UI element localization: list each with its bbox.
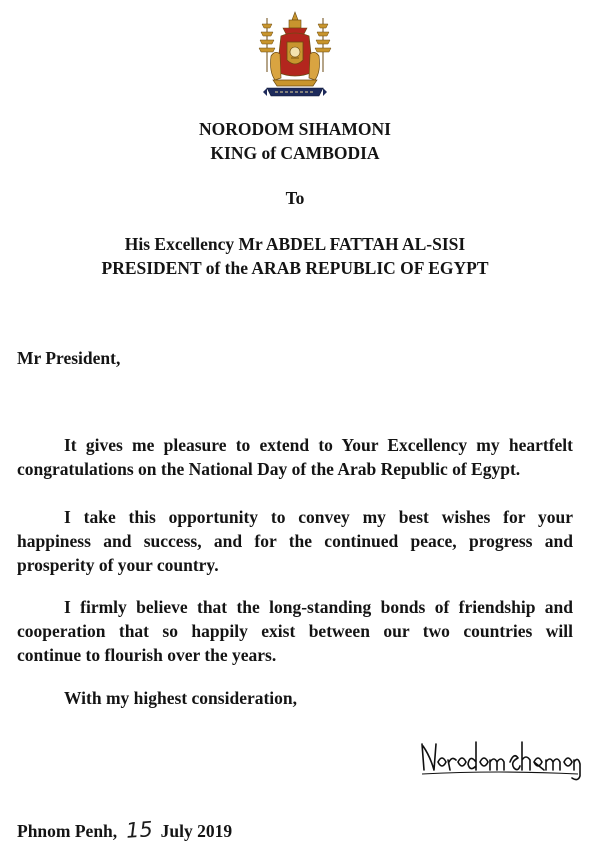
to-label: To	[285, 188, 305, 208]
date-day-handwritten: 15	[124, 817, 154, 843]
handwritten-signature-icon	[418, 736, 583, 784]
paragraph-line: congratulations on the National Day of the Arab Republic of Egypt.	[17, 459, 521, 479]
paragraph-1	[17, 433, 573, 481]
paragraph-line: continue to flourish over the years.	[17, 645, 277, 665]
date-month-year: July 2019	[160, 821, 233, 841]
paragraph-line: prosperity of your country.	[17, 555, 219, 575]
paragraph-line: I firmly believe that the long-standing bonds of friendship and	[64, 597, 573, 617]
paragraph-line: It gives me pleasure to extend to Your Excellency my heartfelt	[64, 435, 573, 455]
sender-name: NORODOM SIHAMONI	[198, 119, 391, 139]
paragraph-line: happiness and success, and for the continued peace, progress and	[17, 531, 573, 551]
closing: With my highest consideration,	[64, 688, 298, 708]
date-line	[17, 818, 232, 843]
salutation: Mr President,	[17, 348, 121, 368]
paragraph-2	[17, 505, 573, 577]
paragraph-3	[17, 595, 573, 667]
sender-title: KING of CAMBODIA	[210, 143, 380, 163]
paragraph-line: I take this opportunity to convey my best wishes for your	[64, 507, 573, 527]
addressee-name: His Excellency Mr ABDEL FATTAH AL-SISI	[124, 234, 466, 254]
date-place: Phnom Penh,	[17, 821, 118, 841]
addressee-title: PRESIDENT of the ARAB REPUBLIC OF EGYPT	[101, 258, 489, 278]
paragraph-line: cooperation that so happily exist between our two countries will	[17, 621, 573, 641]
royal-arms-of-cambodia-icon	[253, 10, 337, 102]
